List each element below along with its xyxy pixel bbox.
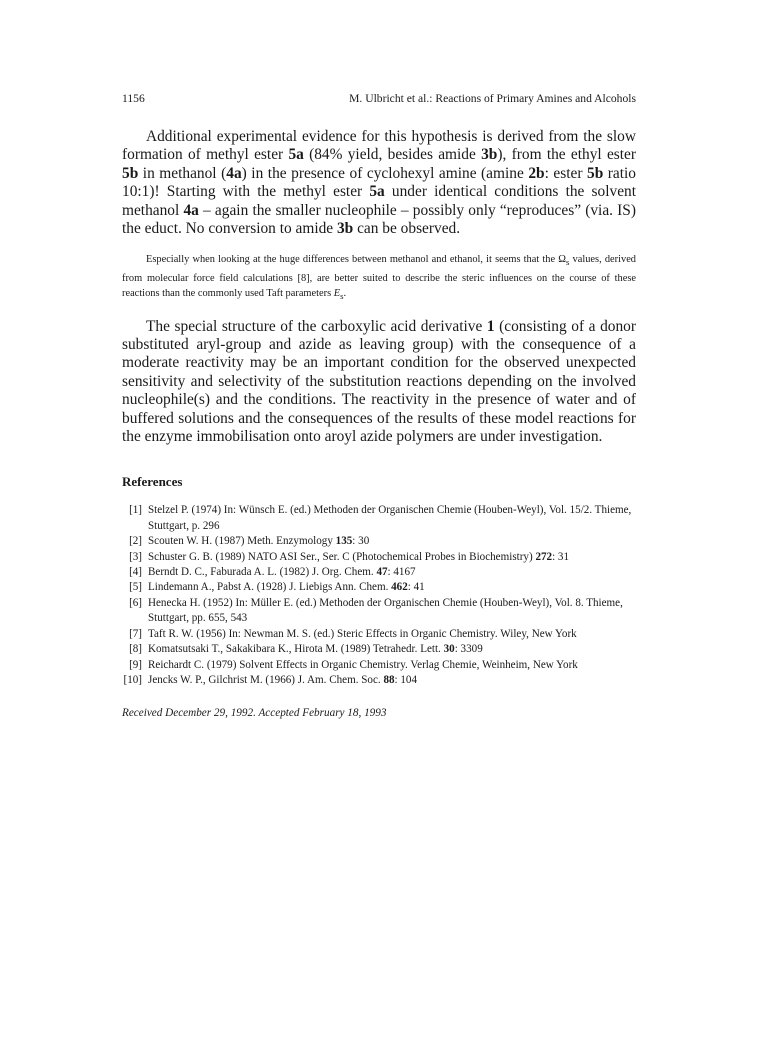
compound-label: 5a	[369, 183, 385, 201]
text-run: in methanol (	[138, 164, 227, 182]
paragraph-structure	[122, 318, 636, 447]
received-date: Received December 29, 1992. Accepted February 18, 1993	[122, 707, 387, 720]
subscript: s	[340, 290, 344, 301]
reference-text	[148, 565, 636, 580]
compound-label: 3b	[481, 146, 498, 164]
reference-citation: Reichardt C. (1979) Solvent Effects in Organic Chemistry. Verlag Chemie, Weinheim, New York	[148, 658, 578, 671]
page	[122, 92, 636, 719]
reference-number: [5]	[129, 581, 142, 594]
text-run: Especially when looking at the huge differences between methanol and ethanol, it seems that the Ω	[146, 254, 566, 266]
reference-number: [7]	[129, 627, 142, 640]
reference-item	[122, 627, 636, 642]
reference-item	[122, 673, 636, 688]
text-run: under identical conditions the solvent methanol	[122, 183, 637, 219]
reference-item	[122, 534, 636, 549]
reference-text	[148, 534, 636, 549]
reference-text	[148, 627, 636, 642]
reference-pages: : 3309	[454, 643, 483, 656]
reference-citation: Berndt D. C., Faburada A. L. (1982) J. Org. Chem.	[148, 566, 377, 579]
text-run: – again the smaller nucleophile – possibly only “reproduces” (via. IS) the educt. No conversion to amide	[122, 201, 636, 238]
reference-text	[148, 550, 636, 565]
reference-pages: : 31	[552, 550, 570, 563]
symbol: E	[333, 287, 341, 299]
running-title: M. Ulbricht et al.: Reactions of Primary Amines and Alcohols	[349, 92, 636, 105]
compound-label: 2b	[528, 164, 545, 182]
reference-citation: Scouten W. H. (1987) Meth. Enzymology	[148, 535, 336, 548]
small-print-paragraph	[122, 252, 636, 303]
text-run: ), from the ethyl ester	[497, 146, 637, 164]
text-run: values, derived from molecular force field calculations [8], are better suited to describe the steric influences on the course of these reactions than the commonly used Taft parameters	[122, 254, 637, 299]
reference-citation: Komatsutsaki T., Sakakibara K., Hirota M. (1989) Tetrahedr. Lett.	[148, 643, 444, 656]
reference-pages: : 41	[407, 581, 425, 594]
text-run: The special structure of the carboxylic acid derivative	[146, 317, 487, 335]
reference-number: [9]	[129, 658, 142, 671]
reference-number: [10]	[123, 673, 142, 686]
reference-pages: : 4167	[387, 566, 416, 579]
reference-citation: Taft R. W. (1956) In: Newman M. S. (ed.) Steric Effects in Organic Chemistry. Wiley, New York	[148, 627, 577, 640]
reference-item	[122, 580, 636, 595]
reference-number: [4]	[129, 566, 142, 579]
reference-citation: Schuster G. B. (1989) NATO ASI Ser., Ser. C (Photochemical Probes in Biochemistry)	[148, 550, 536, 563]
compound-label: 5b	[587, 164, 604, 182]
text-run: (consisting of a donor substituted aryl-group and azide as leaving group) with the consequence of a moderate reactivity may be an important condition for the observed unexpected sensitivity and selectivity of the substitution reactions depending on the involved nucleophile(s) and the conditions. The reactivity in the presence of water and of buffered solutions and the consequences of the results of these model reactions for the enzyme immobilisation onto aroyl azide polymers are under investigation.	[122, 317, 636, 446]
reference-pages: : 30	[352, 535, 370, 548]
text-run: .	[343, 287, 347, 299]
reference-text	[148, 673, 636, 688]
reference-list	[122, 503, 636, 688]
references-heading: References	[122, 474, 183, 490]
reference-volume: 47	[376, 566, 388, 579]
reference-citation: Lindemann A., Pabst A. (1928) J. Liebigs Ann. Chem.	[148, 581, 392, 594]
running-header	[122, 92, 636, 106]
reference-volume: 30	[443, 643, 455, 656]
reference-item	[122, 503, 636, 534]
reference-item	[122, 550, 636, 565]
reference-citation: Stelzel P. (1974) In: Wünsch E. (ed.) Methoden der Organischen Chemie (Houben-Weyl), Vol. 15/2. Thieme, Stuttgart, p. 296	[148, 504, 632, 532]
compound-label: 3b	[336, 220, 354, 238]
reference-number: [3]	[129, 550, 142, 563]
page-number: 1156	[122, 92, 145, 105]
compound-label: 4a	[226, 164, 242, 182]
subscript: s	[566, 257, 570, 268]
text-run: (84% yield, besides amide	[303, 146, 482, 164]
reference-citation: Jencks W. P., Gilchrist M. (1966) J. Am. Chem. Soc.	[148, 673, 384, 686]
reference-item	[122, 565, 636, 580]
reference-number: [6]	[129, 596, 142, 609]
reference-text	[148, 503, 636, 534]
reference-volume: 272	[535, 550, 553, 563]
reference-number: [8]	[129, 643, 142, 656]
reference-item	[122, 642, 636, 657]
paragraph-evidence	[122, 128, 636, 238]
compound-label: 5a	[288, 146, 304, 164]
reference-number: [1]	[129, 504, 142, 517]
reference-pages: : 104	[394, 673, 418, 686]
reference-text	[148, 580, 636, 595]
text-run: ) in the presence of cyclohexyl amine (amine	[241, 164, 529, 182]
reference-item	[122, 658, 636, 673]
compound-label: 4a	[183, 201, 199, 219]
reference-text	[148, 642, 636, 657]
text-run: Additional experimental evidence for this hypothesis is derived from the slow formation of methyl ester	[122, 128, 636, 164]
reference-item	[122, 596, 636, 627]
reference-text	[148, 596, 636, 627]
reference-citation: Henecka H. (1952) In: Müller E. (ed.) Methoden der Organischen Chemie (Houben-Weyl), Vol. 8. Thieme, Stuttgart, pp. 655, 543	[148, 596, 623, 625]
reference-text	[148, 658, 636, 673]
reference-volume: 135	[335, 535, 353, 548]
text-run: can be observed.	[353, 220, 461, 238]
text-run: ratio 10:1)! Starting with the methyl ester	[122, 164, 637, 201]
text-run: : ester	[544, 164, 587, 182]
compound-label: 5b	[122, 164, 139, 182]
reference-number: [2]	[129, 535, 142, 548]
reference-volume: 88	[383, 673, 395, 686]
reference-volume: 462	[391, 581, 408, 594]
compound-label: 1	[486, 317, 495, 335]
